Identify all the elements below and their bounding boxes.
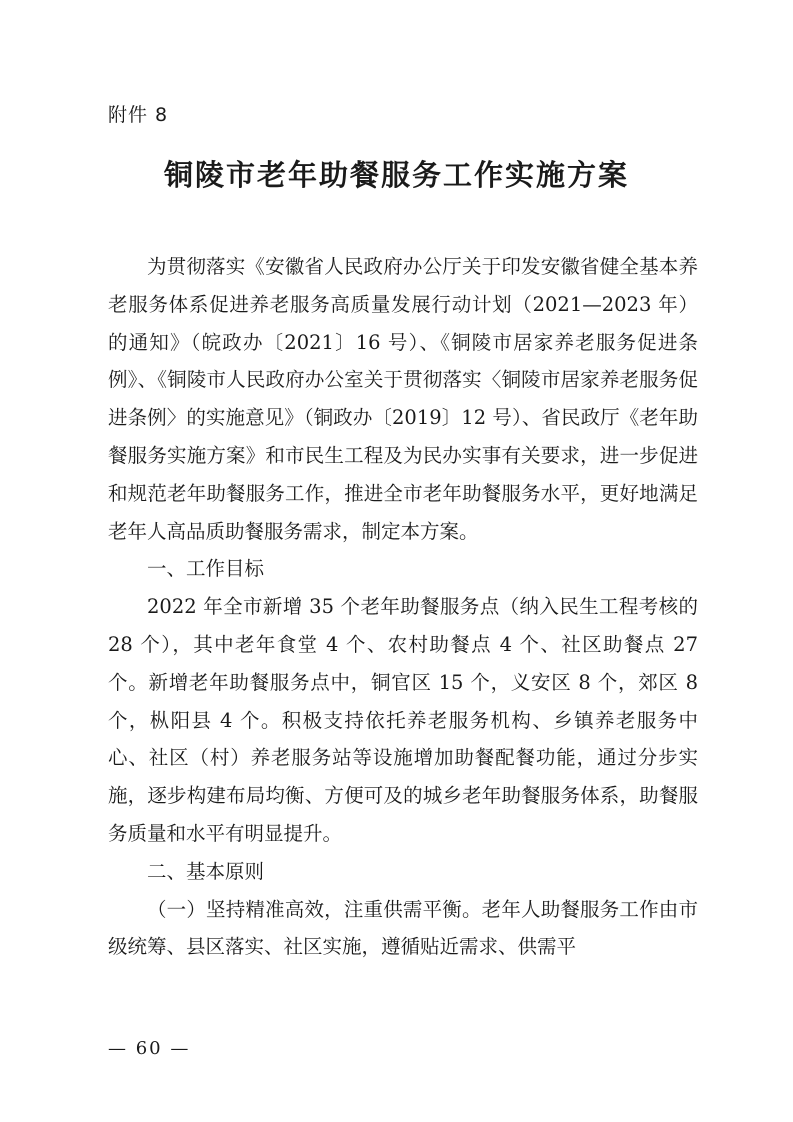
page-number: — 60 — — [108, 1038, 191, 1059]
intro-paragraph: 为贯彻落实《安徽省人民政府办公厅关于印发安徽省健全基本养老服务体系促进养老服务高质量发展行动计划（2021—2023 年）的通知》（皖政办〔2021〕16 号）、《铜陵市居家养老服务促进条例》、《铜陵市人民政府办公室关于贯彻落实〈铜陵市居家养老服务促进条例〉的实施意见》（铜政办〔2019〕12 号）、省民政厅《老年助餐服务实施方案》和市民生工程及为民办实事有关要求，进一步促进和规范老年助餐服务工作，推进全市老年助餐服务水平，更好地满足老年人高品质助餐服务需求，制定本方案。 — [108, 255, 698, 543]
document-body — [108, 248, 698, 966]
principle-1-paragraph: （一）坚持精准高效，注重供需平衡。老年人助餐服务工作由市级统筹、县区落实、社区实施，遵循贴近需求、供需平 — [108, 897, 698, 959]
goals-paragraph: 2022 年全市新增 35 个老年助餐服务点（纳入民生工程考核的 28 个），其中老年食堂 4 个、农村助餐点 4 个、社区助餐点 27 个。新增老年助餐服务点中，铜官区 15 个，义安区 8 个，郊区 8 个，枞阳县 4 个。积极支持依托养老服务机构、乡镇养老服务中心、社区（村）养老服务站等设施增加助餐配餐功能，通过分步实施，逐步构建布局均衡、方便可及的城乡老年助餐服务体系，助餐服务质量和水平有明显提升。 — [108, 595, 698, 845]
document-title: 铜陵市老年助餐服务工作实施方案 — [163, 158, 629, 192]
attachment-label: 附件 8 — [108, 104, 169, 126]
section-heading-principles: 二、基本原则 — [147, 859, 265, 883]
section-heading-goals: 一、工作目标 — [147, 557, 265, 581]
